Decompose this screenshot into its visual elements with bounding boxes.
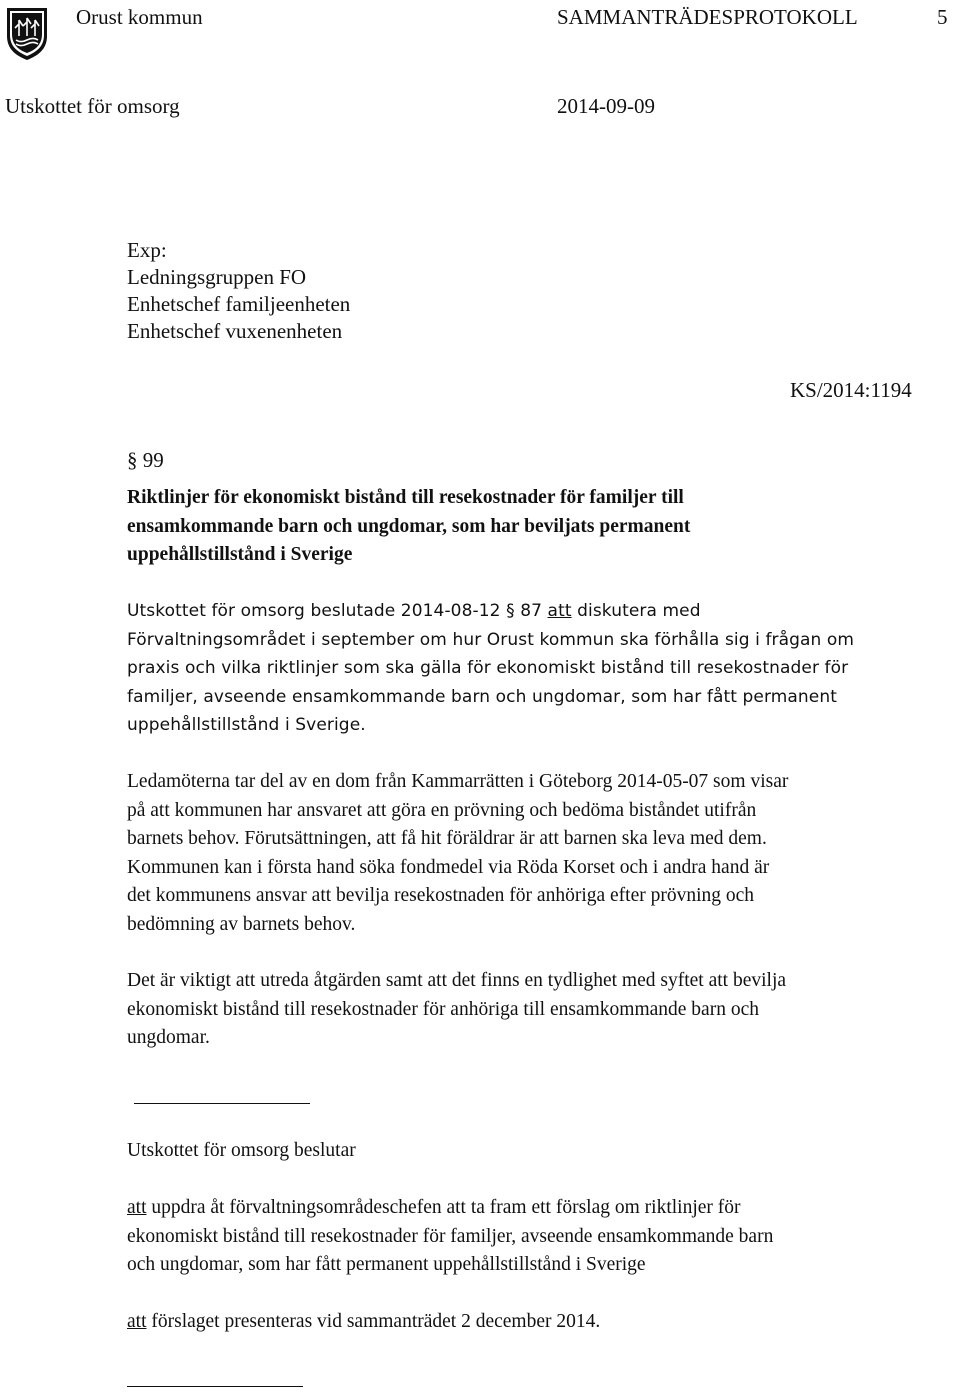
- text-line: på att kommunen har ansvaret att göra en prövning och bedöma biståndet utifrån: [127, 799, 757, 821]
- decision-line: [127, 1308, 947, 1337]
- document-type: SAMMANTRÄDESPROTOKOLL: [557, 5, 858, 29]
- recipient-item: Ledningsgruppen FO: [127, 265, 307, 289]
- case-number: KS/2014:1194: [790, 378, 912, 402]
- intro-prefix: Utskottet för omsorg beslutade 2014-08-12: [127, 601, 507, 621]
- text-line: ungdomar.: [127, 1027, 210, 1049]
- intro-line: uppehållstillstånd i Sverige.: [127, 715, 366, 736]
- section-sign: §: [506, 601, 515, 621]
- item-title: [127, 484, 947, 570]
- text-line: Ledamöterna tar del av en dom från Kammarrätten i Göteborg 2014-05-07 som visar: [127, 771, 789, 792]
- paragraph-number-value: 99: [142, 448, 164, 472]
- att-keyword: att: [127, 1197, 147, 1218]
- title-line: uppehållstillstånd i Sverige: [127, 544, 353, 566]
- intro-line: Förvaltningsområdet i september om hur Orust kommun ska förhålla sig i frågan om: [127, 629, 855, 650]
- intro-paragraph: [127, 597, 947, 740]
- committee-name: Utskottet för omsorg: [5, 94, 180, 118]
- decision-heading: Utskottet för omsorg beslutar: [127, 1140, 356, 1161]
- decision-line: och ungdomar, som har fått permanent uppehållstillstånd i Sverige: [127, 1254, 646, 1276]
- section-sign: §: [127, 448, 138, 472]
- text-line: Det är viktigt att utreda åtgärden samt att det finns en tydlighet med syftet att bevilja: [127, 970, 787, 991]
- recipient-item: Enhetschef vuxenenheten: [127, 319, 343, 343]
- att-keyword: att: [547, 601, 572, 621]
- intro-line: [127, 597, 947, 626]
- decision-line: [127, 1194, 947, 1223]
- expedition-label: Exp:: [127, 238, 167, 262]
- text-line: Kommunen kan i första hand söka fondmedel via Röda Korset och i andra hand är: [127, 856, 770, 878]
- decision-item: [127, 1308, 947, 1337]
- text-line: barnets behov. Förutsättningen, att få hit föräldrar är att barnen ska leva med dem.: [127, 828, 767, 850]
- decision-text: förslaget presenteras vid sammanträdet 2 december 2014.: [146, 1311, 601, 1332]
- intro-line: praxis och vilka riktlinjer som ska gälla för ekonomiskt bistånd till resekostnader för: [127, 658, 849, 679]
- title-line: ensamkommande barn och ungdomar, som har beviljats permanent: [127, 515, 691, 537]
- decision-text: uppdra åt förvaltningsområdeschefen att ta fram ett förslag om riktlinjer för: [146, 1197, 741, 1218]
- title-line: Riktlinjer för ekonomiskt bistånd till resekostnader för familjer till: [127, 487, 684, 508]
- text-line: ekonomiskt bistånd till resekostnader för anhöriga till ensamkommande barn och: [127, 998, 759, 1020]
- text-line: bedömning av barnets behov.: [127, 913, 356, 935]
- municipality-crest-logo: [5, 6, 49, 61]
- importance-paragraph: [127, 967, 947, 1053]
- separator-rule: [134, 1103, 310, 1104]
- att-keyword: att: [127, 1311, 147, 1332]
- recipient-item: Enhetschef familjeenheten: [127, 292, 351, 316]
- decision-line: ekonomiskt bistånd till resekostnader för familjer, avseende ensamkommande barn: [127, 1225, 774, 1247]
- paragraph-number: [127, 448, 164, 472]
- text-line: det kommunens ansvar att bevilja resekostnaden för anhöriga efter prövning och: [127, 885, 755, 907]
- intro-ref: 87: [514, 601, 548, 621]
- separator-rule: [127, 1386, 303, 1387]
- page-number: 5: [937, 5, 948, 29]
- ruling-paragraph: [127, 768, 947, 940]
- intro-line: familjer, avseende ensamkommande barn och ungdomar, som har fått permanent: [127, 686, 837, 707]
- intro-suffix: diskutera med: [571, 601, 701, 621]
- municipality-name: Orust kommun: [76, 5, 203, 29]
- decision-item: [127, 1194, 947, 1280]
- meeting-date: 2014-09-09: [557, 94, 655, 118]
